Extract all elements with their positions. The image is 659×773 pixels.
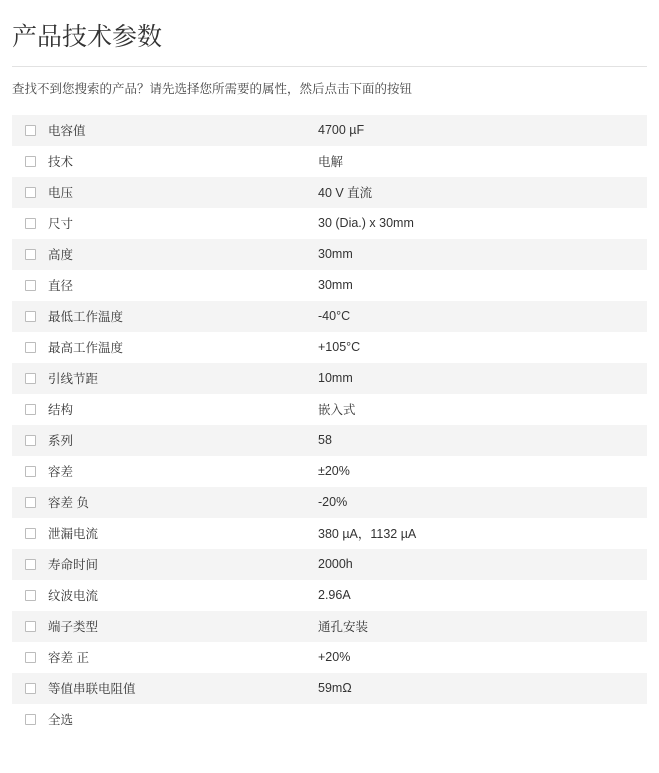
- parameter-value: 30mm: [318, 270, 647, 301]
- checkbox-icon[interactable]: [25, 590, 36, 601]
- parameter-value: +20%: [318, 642, 647, 673]
- parameter-value: 40 V 直流: [318, 177, 647, 208]
- row-checkbox-cell: [12, 177, 48, 208]
- parameter-name: 引线节距: [48, 363, 318, 394]
- parameter-name: 系列: [48, 425, 318, 456]
- row-checkbox-cell: [12, 301, 48, 332]
- table-row: [12, 518, 647, 549]
- row-checkbox-cell: [12, 115, 48, 146]
- checkbox-icon[interactable]: [25, 187, 36, 198]
- parameter-name: 泄漏电流: [48, 518, 318, 549]
- checkbox-icon[interactable]: [25, 621, 36, 632]
- parameter-name: 最高工作温度: [48, 332, 318, 363]
- parameter-name: 高度: [48, 239, 318, 270]
- row-checkbox-cell: [12, 456, 48, 487]
- checkbox-icon[interactable]: [25, 249, 36, 260]
- table-row: [12, 580, 647, 611]
- row-checkbox-cell: [12, 611, 48, 642]
- table-row: [12, 642, 647, 673]
- parameter-value: 10mm: [318, 363, 647, 394]
- checkbox-icon[interactable]: [25, 683, 36, 694]
- parameter-value: 59mΩ: [318, 673, 647, 704]
- parameter-value: ±20%: [318, 456, 647, 487]
- parameter-name: 等值串联电阻值: [48, 673, 318, 704]
- parameter-name: 容差 正: [48, 642, 318, 673]
- parameter-name: 寿命时间: [48, 549, 318, 580]
- parameter-name: 结构: [48, 394, 318, 425]
- row-checkbox-cell: [12, 549, 48, 580]
- parameter-value: -20%: [318, 487, 647, 518]
- parameter-value: 2000h: [318, 549, 647, 580]
- product-parameters-page: [0, 22, 659, 735]
- parameter-name: 电容值: [48, 115, 318, 146]
- table-row: [12, 549, 647, 580]
- table-row: [12, 115, 647, 146]
- checkbox-icon[interactable]: [25, 528, 36, 539]
- checkbox-icon[interactable]: [25, 435, 36, 446]
- row-checkbox-cell: [12, 580, 48, 611]
- parameter-value: 2.96A: [318, 580, 647, 611]
- checkbox-icon[interactable]: [25, 559, 36, 570]
- table-row: [12, 611, 647, 642]
- table-row: [12, 363, 647, 394]
- table-row: [12, 487, 647, 518]
- parameter-name: 纹波电流: [48, 580, 318, 611]
- table-row: [12, 456, 647, 487]
- table-row: [12, 301, 647, 332]
- table-row: [12, 177, 647, 208]
- parameter-name: 尺寸: [48, 208, 318, 239]
- parameters-table: [12, 115, 647, 735]
- parameter-value: 30mm: [318, 239, 647, 270]
- parameter-name: 电压: [48, 177, 318, 208]
- table-row: [12, 673, 647, 704]
- select-all-spacer: [318, 704, 647, 735]
- parameter-value: -40°C: [318, 301, 647, 332]
- table-row: [12, 332, 647, 363]
- table-row: [12, 208, 647, 239]
- row-checkbox-cell: [12, 208, 48, 239]
- parameter-value: 30 (Dia.) x 30mm: [318, 208, 647, 239]
- row-checkbox-cell: [12, 425, 48, 456]
- table-row: [12, 146, 647, 177]
- row-checkbox-cell: [12, 673, 48, 704]
- parameter-value: 通孔安装: [318, 611, 647, 642]
- parameter-name: 容差 负: [48, 487, 318, 518]
- checkbox-icon[interactable]: [25, 125, 36, 136]
- row-checkbox-cell: [12, 487, 48, 518]
- parameter-name: 最低工作温度: [48, 301, 318, 332]
- row-checkbox-cell: [12, 146, 48, 177]
- row-checkbox-cell: [12, 239, 48, 270]
- checkbox-icon[interactable]: [25, 156, 36, 167]
- row-checkbox-cell: [12, 642, 48, 673]
- checkbox-icon[interactable]: [25, 218, 36, 229]
- parameter-value: 58: [318, 425, 647, 456]
- select-all-label[interactable]: 全选: [48, 704, 318, 735]
- table-row: [12, 239, 647, 270]
- parameter-value: 380 µA，1132 µA: [318, 518, 647, 549]
- row-checkbox-cell: [12, 363, 48, 394]
- checkbox-icon[interactable]: [25, 404, 36, 415]
- parameter-name: 容差: [48, 456, 318, 487]
- row-checkbox-cell: [12, 394, 48, 425]
- parameter-value: 电解: [318, 146, 647, 177]
- checkbox-icon[interactable]: [25, 497, 36, 508]
- checkbox-icon[interactable]: [25, 311, 36, 322]
- checkbox-icon[interactable]: [25, 714, 36, 725]
- select-all-row[interactable]: [12, 704, 647, 735]
- parameter-name: 直径: [48, 270, 318, 301]
- table-row: [12, 394, 647, 425]
- page-subtitle: 查找不到您搜索的产品？请先选择您所需要的属性，然后点击下面的按钮: [12, 82, 413, 96]
- parameters-table-body: [12, 115, 647, 735]
- checkbox-icon[interactable]: [25, 652, 36, 663]
- row-checkbox-cell: [12, 518, 48, 549]
- table-row: [12, 425, 647, 456]
- row-checkbox-cell: [12, 270, 48, 301]
- page-title: 产品技术参数: [12, 22, 647, 67]
- select-all-checkbox-cell: [12, 704, 48, 735]
- parameter-name: 端子类型: [48, 611, 318, 642]
- checkbox-icon[interactable]: [25, 342, 36, 353]
- table-row: [12, 270, 647, 301]
- parameter-name: 技术: [48, 146, 318, 177]
- row-checkbox-cell: [12, 332, 48, 363]
- checkbox-icon[interactable]: [25, 466, 36, 477]
- parameter-value: 嵌入式: [318, 394, 647, 425]
- checkbox-icon[interactable]: [25, 373, 36, 384]
- checkbox-icon[interactable]: [25, 280, 36, 291]
- parameter-value: +105°C: [318, 332, 647, 363]
- parameter-value: 4700 µF: [318, 115, 647, 146]
